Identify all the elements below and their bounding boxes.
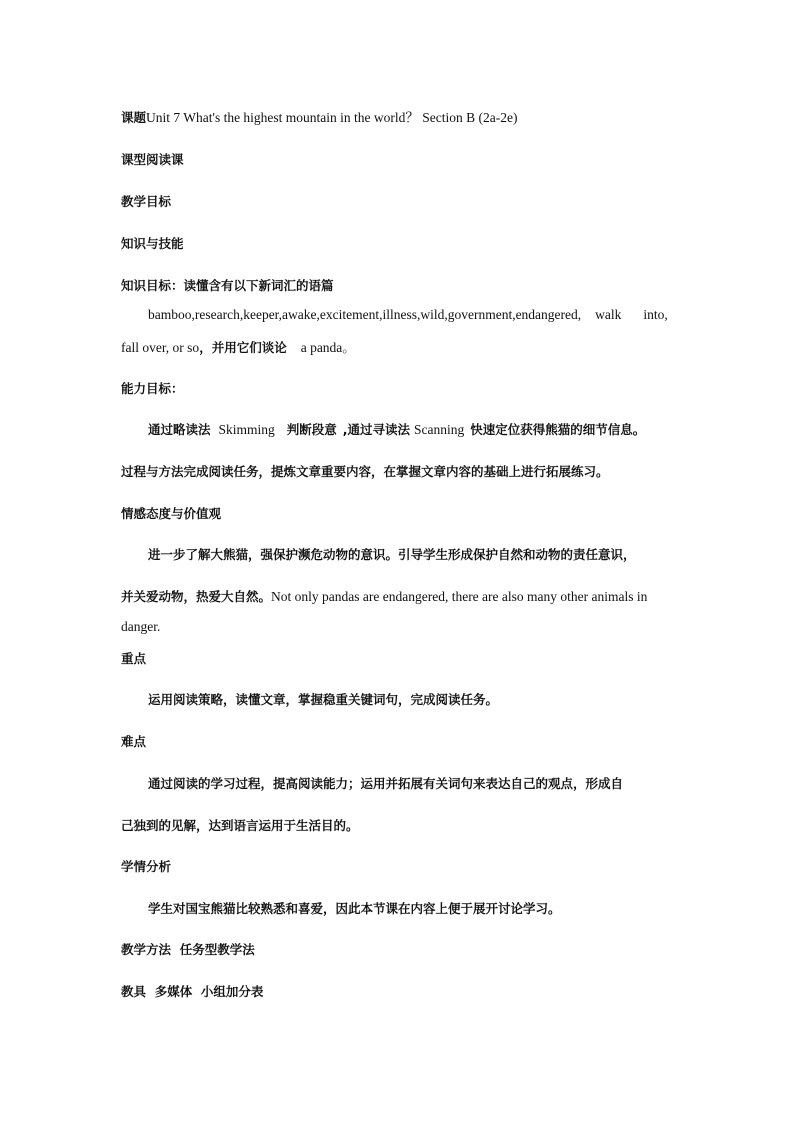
process-method: 过程与方法完成阅读任务，提炼文章重要内容，在掌握文章内容的基础上进行拓展练习。 — [121, 464, 609, 479]
emotion-line-2-cn: 并关爱动物，热爱大自然。 — [121, 589, 272, 604]
ability-p4: 快速定位获得熊猫的细节信息。 — [470, 422, 646, 437]
ability-skimming: Skimming — [218, 422, 275, 437]
analysis-heading: 学情分析 — [121, 859, 172, 874]
vocab-words: bamboo,research,keeper,awake,excitement,illness,wild,government,endangered, — [148, 307, 582, 322]
emotion-heading: 情感态度与价值观 — [121, 506, 222, 521]
ability-p3: ,通过寻读法 — [342, 422, 411, 437]
lesson-title — [121, 110, 518, 126]
vocab-panda: a panda — [300, 340, 343, 355]
difficulties-line-1: 通过阅读的学习过程，提高阅读能力；运用并拓展有关词句来表达自己的观点，形成自 — [148, 776, 624, 791]
vocab-tail-cn: ，并用它们谈论 — [199, 340, 287, 355]
title-label: 课题 — [121, 110, 147, 125]
ability-text — [148, 422, 645, 438]
emotion-line-3-en: danger. — [121, 619, 161, 634]
key-points-text: 运用阅读策略，读懂文章，掌握稳重关键词句，完成阅读任务。 — [148, 692, 499, 707]
emotion-line-3 — [121, 619, 160, 635]
vocab-into: into, — [643, 307, 668, 322]
ability-goal-label: 能力目标： — [121, 381, 184, 396]
lesson-type: 课型阅读课 — [121, 152, 184, 167]
vocab-period: 。 — [342, 340, 355, 355]
ability-scanning: Scanning — [414, 422, 465, 437]
knowledge-goal-label: 知识目标：读懂含有以下新词汇的语篇 — [121, 278, 334, 293]
emotion-line-2 — [121, 589, 647, 605]
ability-p2: 判断段意 — [286, 422, 337, 437]
difficulties-line-2: 己独到的见解，达到语言运用于生活目的。 — [121, 818, 359, 833]
vocab-walk: walk — [595, 307, 622, 322]
knowledge-skills-heading: 知识与技能 — [121, 236, 184, 251]
vocab-line-2 — [121, 340, 355, 356]
vocab-line-1 — [148, 307, 668, 323]
title-text: Unit 7 What's the highest mountain in the world？ Section B (2a-2e) — [146, 110, 518, 125]
vocab-tail-en: fall over, or so — [121, 340, 200, 355]
difficulties-heading: 难点 — [121, 734, 147, 749]
objectives-heading: 教学目标 — [121, 194, 172, 209]
key-points-heading: 重点 — [121, 651, 147, 666]
methods-line: 教学方法 任务型教学法 — [121, 942, 255, 957]
emotion-line-2-en: Not only pandas are endangered, there are also many other animals in — [271, 589, 648, 604]
tools-line: 教具 多媒体 小组加分表 — [121, 984, 264, 999]
ability-p1: 通过略读法 — [148, 422, 211, 437]
emotion-line-1: 进一步了解大熊猫，强保护濒危动物的意识。引导学生形成保护自然和动物的责任意识， — [148, 547, 636, 562]
analysis-text: 学生对国宝熊猫比较熟悉和喜爱，因此本节课在内容上便于展开讨论学习。 — [148, 901, 561, 916]
